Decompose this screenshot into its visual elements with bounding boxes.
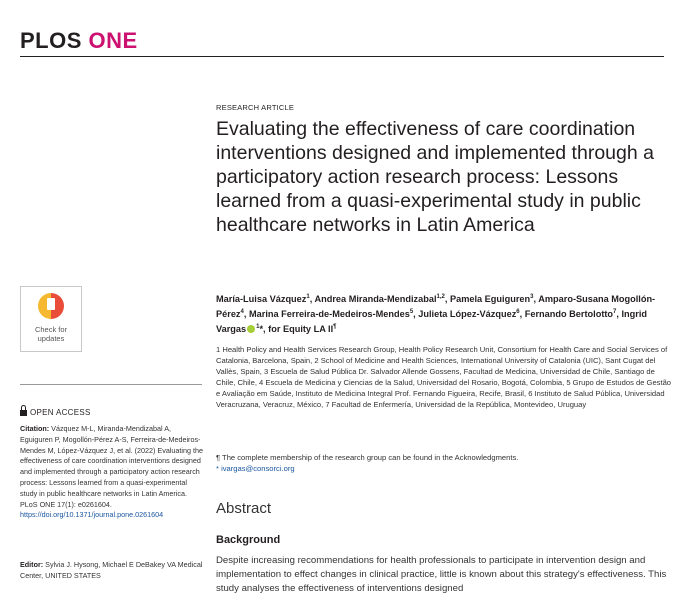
doi-link[interactable]: https://doi.org/10.1371/journal.pone.0261604 bbox=[20, 510, 164, 520]
author-notes bbox=[216, 452, 676, 474]
author-affiliation-ref: 6 bbox=[516, 309, 520, 316]
author-affiliation-ref: 1,2 bbox=[436, 294, 445, 300]
author-separator: , bbox=[519, 309, 525, 320]
author[interactable]: Ingrid Vargas bbox=[216, 309, 648, 335]
header-divider bbox=[20, 56, 664, 57]
citation-block bbox=[20, 424, 205, 521]
abstract-heading: Abstract bbox=[216, 500, 272, 517]
author[interactable]: Andrea Miranda-Mendizabal bbox=[314, 294, 437, 305]
author[interactable]: María-Luisa Vázquez bbox=[216, 294, 307, 305]
author-separator: , bbox=[243, 309, 249, 320]
editor-block bbox=[20, 560, 205, 582]
author[interactable]: Fernando Bertolotto bbox=[524, 309, 614, 320]
check-for-updates-badge[interactable] bbox=[20, 286, 82, 352]
author-group-ref: ¶ bbox=[333, 324, 337, 331]
author-separator: , bbox=[413, 309, 419, 320]
membership-note: ¶ The complete membership of the research group can be found in the Acknowledgments. bbox=[216, 453, 519, 462]
open-access-text: OPEN ACCESS bbox=[30, 408, 91, 417]
citation-text: Vázquez M-L, Miranda-Mendizabal A, Eguiguren P, Mogollón-Pérez A-S, Ferreira-de-Medeiros-Mendes M, López-Vázquez J, et al. (2022) Evaluating the effectiveness of care coordination interventions designed and implemented through a participatory action research process: Lessons learned from a quasi-experimental study in public healthcare networks in Latin America. PLoS ONE 17(1): e0261604. bbox=[20, 424, 203, 509]
journal-logo bbox=[20, 28, 138, 54]
article-type: RESEARCH ARTICLE bbox=[216, 103, 295, 112]
author-separator: , bbox=[444, 294, 450, 305]
author[interactable]: Pamela Eguiguren bbox=[449, 294, 531, 305]
author-separator: , bbox=[533, 294, 539, 305]
author-list bbox=[216, 291, 676, 336]
author-affiliation-ref: 7 bbox=[613, 309, 617, 316]
editor-text: Sylvia J. Hysong, Michael E DeBakey VA Medical Center, UNITED STATES bbox=[20, 560, 203, 580]
open-lock-icon bbox=[20, 410, 27, 416]
sidebar-divider bbox=[20, 384, 202, 385]
author[interactable]: Amparo-Susana Mogollón-Pérez bbox=[216, 294, 656, 320]
citation-label: Citation: bbox=[20, 424, 50, 433]
journal-logo-one: ONE bbox=[88, 28, 138, 53]
author-affiliation-ref: 5 bbox=[409, 309, 414, 316]
author-affiliation-ref: 1 bbox=[306, 294, 310, 300]
background-text: Despite increasing recommendations for health professionals to participate in intervention design and implementation to effect changes in clinical practice, little is known about this strategy's effectiveness. This study analyses the effectiveness of interventions designed bbox=[216, 555, 667, 594]
corresponding-email-link[interactable]: * ivargas@consorci.org bbox=[216, 464, 295, 473]
author-affiliation-ref: 4 bbox=[240, 309, 244, 316]
open-access-label bbox=[20, 408, 91, 417]
article-title: Evaluating the effectiveness of care coordination interventions designed and implemented through a participatory action research process: Lessons learned from a quasi-experimental study in public healthcare networks in Latin America bbox=[216, 118, 654, 236]
author-affiliation-ref: 1 bbox=[256, 324, 260, 331]
background-heading: Background bbox=[216, 534, 281, 546]
author[interactable]: Marina Ferreira-de-Medeiros-Mendes bbox=[248, 309, 410, 320]
orcid-icon[interactable] bbox=[247, 325, 255, 333]
author-group[interactable]: for Equity LA II bbox=[268, 324, 334, 335]
author-separator: *, bbox=[259, 324, 269, 335]
crossmark-icon bbox=[38, 293, 64, 319]
journal-logo-plos: PLOS bbox=[20, 28, 82, 53]
author-separator: , bbox=[309, 294, 315, 305]
author[interactable]: Julieta López-Vázquez bbox=[418, 309, 517, 320]
author-affiliation-ref: 3 bbox=[530, 294, 534, 300]
author-separator: , bbox=[616, 309, 622, 320]
affiliations: 1 Health Policy and Health Services Research Group, Health Policy Research Unit, Consortium for Health Care and Social Services of Catalonia, Barcelona, Spain, 2 School of Medicine and Health Sciences, International University of Catalonia (UIC), Sant Cugat del Vallès, Spain, 3 Escuela de Salud Pública Dr. Salvador Allende Gossens, Facultad de Medicina, Universidad de Chile, Santiago de Chile, Chile, 4 Escuela de Medicina y Ciencias de la Salud, Universidad del Rosario, Bogotá, Colombia, 5 Grupo de Estudos de Gestão e Avaliação em Saúde, Instituto de Medicina Integral Prof. Fernando Figueira, Recife, Brasil, 6 Instituto de Salud Pública, Universidad Veracruzana, Veracruz, México, 7 Facultad de Enfermería, Universidad de la República, Montevideo, Uruguay bbox=[216, 345, 672, 409]
check-for-updates-label: Check for updates bbox=[34, 325, 68, 343]
editor-label: Editor: bbox=[20, 560, 44, 569]
